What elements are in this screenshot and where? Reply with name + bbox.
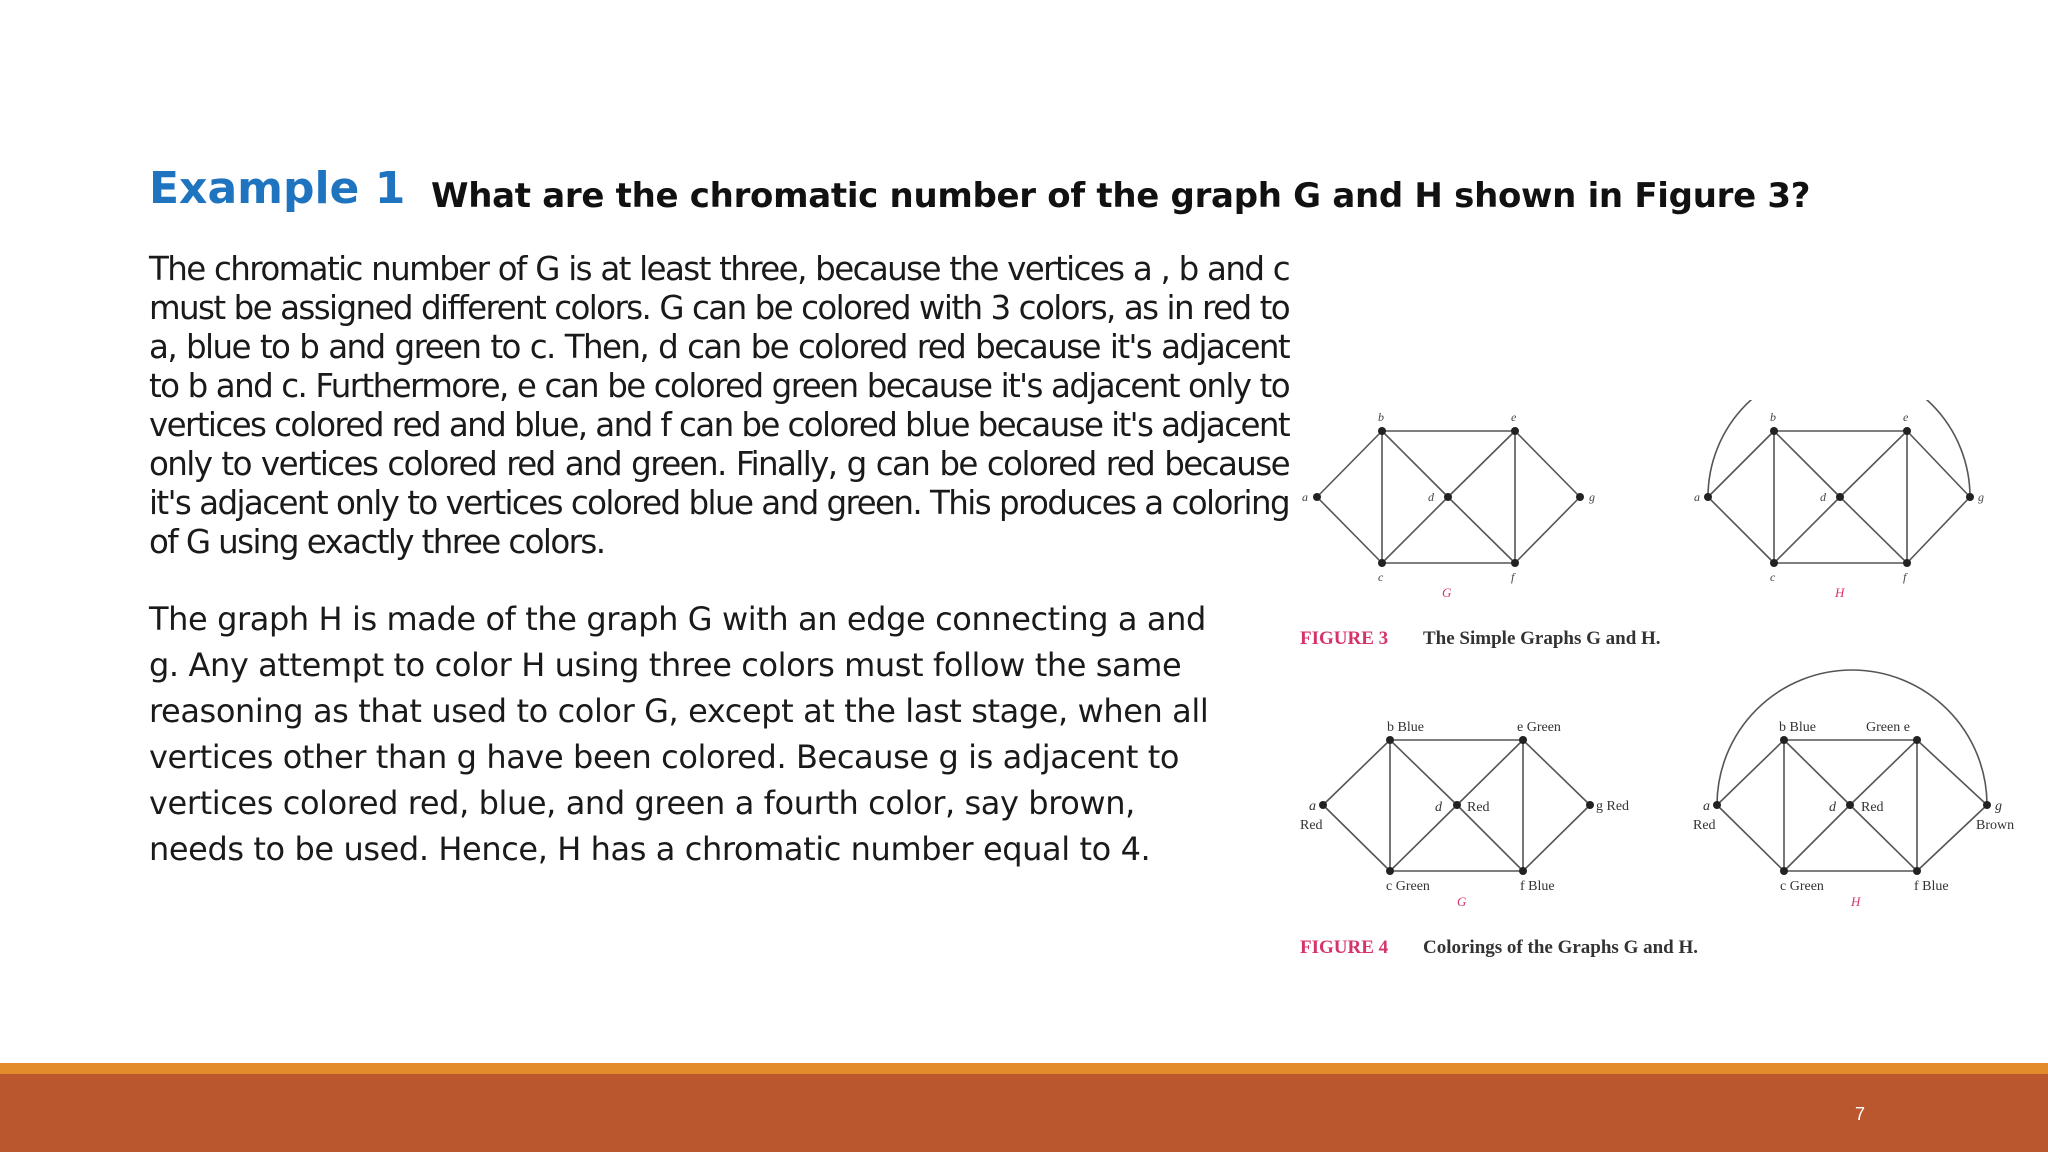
vertex-label-d: d [1820,490,1826,504]
vertex-label-g: g [1589,490,1595,504]
vertex-label-a: a [1302,490,1308,504]
coloring-label-f: f Blue [1914,879,1949,894]
figure4-caption-text: Colorings of the Graphs G and H. [1423,937,1699,958]
coloring-letter-a: a [1703,799,1710,814]
explanation-paragraph-h: The graph H is made of the graph G with an edge connecting a and g. Any attempt to color H using three colors must follow the same reasoning as that used to color G, except at the last stage, when all vertices other than g have been colored. Because g is adjacent to vertices colored red, blue, and green a fourth color, say brown, needs to be used. Hence, H has a chromatic number equal to 4. [149,600,1209,868]
figure4-caption [1300,937,1698,958]
coloring-label-c: c Green [1780,879,1824,894]
vertex-label-d: d [1428,490,1434,504]
figure4-graph-h [1693,670,2014,909]
vertex-label-b: b [1770,410,1776,424]
vertex-label-e: e [1903,410,1909,424]
coloring-color-d: Red [1467,800,1490,815]
explanation-paragraph-g: The chromatic number of G is at least three, because the vertices a , b and c must be assigned different colors. G can be colored with 3 colors, as in red to a, blue to b and green to c. Then, d can be colored red because it's adjacent to b and c. Furthermore, e can be colored green because it's adjacent only to vertices colored red and blue, and f can be colored blue because it's adjacent only to vertices colored red and green. Finally, g can be colored red because it's adjacent only to vertices colored blue and green. This produces a coloring of G using exactly three colors. [149,250,1289,561]
figure4-label: FIGURE 4 [1300,937,1389,958]
vertex-label-g: g [1978,490,1984,504]
coloring-color-d: Red [1861,800,1884,815]
coloring-color-g: Brown [1976,818,2015,833]
coloring-label-c: c Green [1386,879,1430,894]
page-number: 7 [1855,1104,1866,1124]
coloring-color-a: Red [1693,818,1716,833]
coloring-color-a: Red [1300,818,1323,833]
coloring-label-b: b Blue [1387,720,1424,735]
coloring-label-b: b Blue [1779,720,1816,735]
graph-g-name: G [1442,585,1452,600]
vertex-label-f: f [1511,570,1515,584]
coloring-label-e: e Green [1517,720,1561,735]
coloring-letter-g: g [1995,799,2002,814]
question-heading: What are the chromatic number of the graph G and H shown in Figure 3? [431,176,1811,216]
figure4-graph-g [1300,720,1629,909]
coloring-label-g: g Red [1596,799,1630,814]
graph-h-name: H [1835,585,1845,600]
figure3-graph-h [1694,400,1984,600]
figure3-caption [1300,628,1661,649]
footer-accent-line [0,1063,2048,1074]
graph-h-name: H [1851,894,1861,909]
vertex-label-a: a [1694,490,1700,504]
vertex-label-e: e [1511,410,1517,424]
figure3-graph-g [1302,410,1595,600]
figure3-caption-text: The Simple Graphs G and H. [1423,628,1661,649]
coloring-letter-d: d [1435,800,1442,815]
coloring-letter-a: a [1309,799,1316,814]
slide-title: Example 1 [149,163,406,214]
vertex-label-f: f [1903,570,1907,584]
vertex-label-c: c [1378,570,1384,584]
figure3-label: FIGURE 3 [1300,628,1389,649]
coloring-label-e: Green e [1866,720,1910,735]
footer-bar [0,1074,2048,1152]
coloring-label-f: f Blue [1520,879,1555,894]
coloring-letter-d: d [1829,800,1836,815]
vertex-label-c: c [1770,570,1776,584]
figures-panel [1280,400,2048,1000]
graph-g-name: G [1457,894,1467,909]
vertex-label-b: b [1378,410,1384,424]
